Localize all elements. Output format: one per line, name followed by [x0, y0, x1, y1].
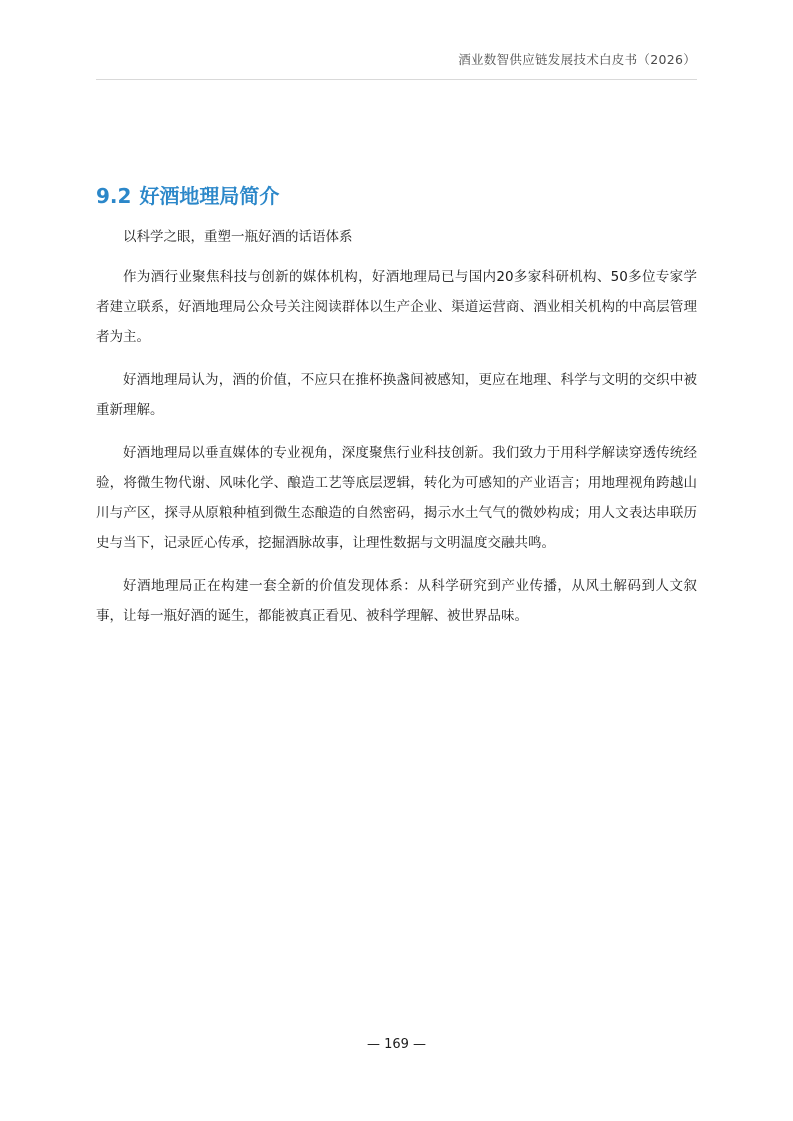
- running-header: 酒业数智供应链发展技术白皮书（2026）: [458, 52, 696, 67]
- body-text: [96, 262, 697, 644]
- paragraph: 好酒地理局以垂直媒体的专业视角，深度聚焦行业科技创新。我们致力于用科学解读穿透传统经验，将微生物代谢、风味化学、酿造工艺等底层逻辑，转化为可感知的产业语言；用地理视角跨越山川与产区，探寻从原粮种植到微生态酿造的自然密码，揭示水土气气的微妙构成；用人文表达串联历史与当下，记录匠心传承，挖掘酒脉故事，让理性数据与文明温度交融共鸣。: [96, 445, 697, 551]
- section-subtitle: 以科学之眼，重塑一瓶好酒的话语体系: [123, 229, 353, 245]
- header-divider: [96, 79, 697, 80]
- paragraph: 作为酒行业聚焦科技与创新的媒体机构，好酒地理局已与国内20多家科研机构、50多位专家学者建立联系，好酒地理局公众号关注阅读群体以生产企业、渠道运营商、酒业相关机构的中高层管理者为主。: [96, 269, 697, 345]
- section-title: 好酒地理局简介: [139, 184, 280, 208]
- section-number: 9.2: [96, 184, 132, 208]
- paragraph: 好酒地理局正在构建一套全新的价值发现体系：从科学研究到产业传播，从风土解码到人文叙事，让每一瓶好酒的诞生，都能被真正看见、被科学理解、被世界品味。: [96, 578, 697, 624]
- paragraph: 好酒地理局认为，酒的价值，不应只在推杯换盏间被感知，更应在地理、科学与文明的交织中被重新理解。: [96, 372, 697, 418]
- page-number: — 169 —: [366, 1037, 427, 1052]
- section-heading: [96, 180, 279, 209]
